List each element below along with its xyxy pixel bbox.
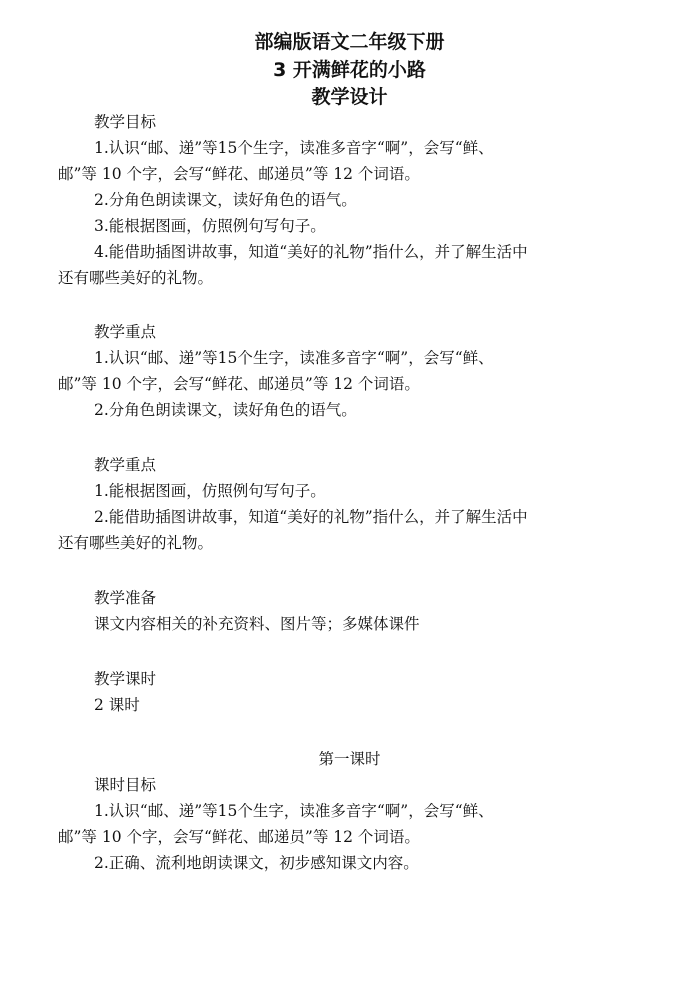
first-period-heading: 第一课时 (318, 750, 381, 768)
objective-4-line1: 4.能借助插图讲故事，知道“美好的礼物”指什么，并了解生活中 (94, 243, 528, 261)
key-points-2-heading: 教学重点 (94, 456, 157, 474)
design-subtitle: 教学设计 (311, 86, 388, 108)
objective-2: 2.分角色朗读课文，读好角色的语气。 (94, 191, 357, 209)
key-point-2-1: 1.能根据图画，仿照例句写句子。 (94, 482, 326, 500)
periods-heading: 教学课时 (94, 670, 157, 688)
preparation-heading: 教学准备 (94, 589, 157, 607)
period-goals-heading: 课时目标 (94, 776, 157, 794)
preparation-text: 课文内容相关的补充资料、图片等；多媒体课件 (94, 615, 420, 633)
period-goal-1-line1: 1.认识“邮、递”等15个生字，读准多音字“啊”，会写“鲜、 (94, 802, 494, 820)
objective-3: 3.能根据图画，仿照例句写句子。 (94, 217, 326, 235)
period-goal-1-line2: 邮”等 10 个字，会写“鲜花、邮递员”等 12 个词语。 (58, 828, 420, 846)
objective-4-line2: 还有哪些美好的礼物。 (58, 269, 214, 287)
objectives-heading: 教学目标 (94, 113, 157, 131)
key-point-1-line1: 1.认识“邮、递”等15个生字，读准多音字“啊”，会写“鲜、 (94, 349, 494, 367)
document-title: 部编版语文二年级下册 (254, 31, 445, 53)
period-goal-2: 2.正确、流利地朗读课文，初步感知课文内容。 (94, 854, 419, 872)
objective-1-line2: 邮”等 10 个字，会写“鲜花、邮递员”等 12 个词语。 (58, 165, 420, 183)
objective-1-line1: 1.认识“邮、递”等15个生字，读准多音字“啊”，会写“鲜、 (94, 139, 494, 157)
periods-text: 2 课时 (94, 696, 140, 714)
lesson-title: 3 开满鲜花的小路 (273, 59, 426, 81)
key-point-2-2-line1: 2.能借助插图讲故事，知道“美好的礼物”指什么，并了解生活中 (94, 508, 528, 526)
key-point-2: 2.分角色朗读课文，读好角色的语气。 (94, 401, 357, 419)
key-points-heading: 教学重点 (94, 323, 157, 341)
key-point-2-2-line2: 还有哪些美好的礼物。 (58, 534, 214, 552)
key-point-1-line2: 邮”等 10 个字，会写“鲜花、邮递员”等 12 个词语。 (58, 375, 420, 393)
